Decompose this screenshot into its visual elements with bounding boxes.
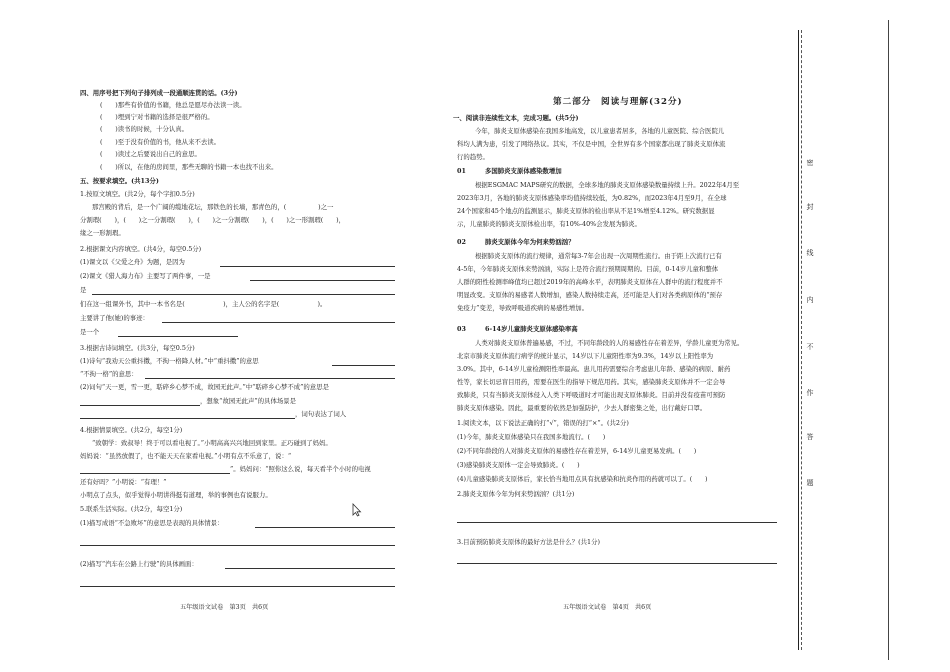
mouse-cursor-icon <box>352 503 362 517</box>
question-line: (2)课文《猎人海力布》主要写了两件事，一是 <box>80 272 211 280</box>
answer-line[interactable] <box>118 336 238 337</box>
answer-line[interactable] <box>457 563 777 564</box>
answer-line[interactable] <box>250 280 395 281</box>
article-line: 人类对肺炎支原体普遍易感，不过，不同年龄段的人的易感性存在着差异，学龄儿童更为常见。 <box>475 339 744 347</box>
question-line: 是一个 <box>80 328 100 336</box>
answer-line[interactable] <box>220 266 395 267</box>
scan-edge <box>888 20 889 660</box>
section-title: 肺炎支原体今年为何来势汹汹？ <box>485 238 575 246</box>
question-line: 是 <box>80 286 87 294</box>
question-line: ”。妈妈问：“照你这么说，每天看半个小时的电视 <box>230 465 371 473</box>
article-line: 免疫力”变差，导致呼吸道疾病的易感性增加。 <box>457 304 589 312</box>
question-line: 2.根据课文内容填空。(共4分，每空0.5分) <box>80 245 202 253</box>
answer-line[interactable] <box>145 378 395 379</box>
right-exam-page <box>453 0 788 672</box>
q5-heading: 五、按要求填空。(共13分) <box>80 177 159 185</box>
question-line: (1)描写成语“不急败坏”的意思是表现的具体情景： <box>80 519 224 527</box>
answer-line[interactable] <box>80 586 395 587</box>
article-line: 根据肺炎支原体的流行规律，通常每3-7年会出现一次周期性流行。由于距上次流行已有 <box>475 252 722 260</box>
sentence-option: ( )至于没有价值的书，他从来不去读。 <box>100 138 221 146</box>
question-line: 2.肺炎支原体今年为何来势汹汹？(共1分) <box>457 490 575 498</box>
question-line: 主要讲了他(她)的事迹： <box>80 314 149 322</box>
article-line: 今年，肺炎支原体感染在我国多地高发，以儿童患者居多，各地的儿童医院、综合医院儿 <box>475 127 725 135</box>
sentence-option: ( )读过之后要说出自己的意思。 <box>100 150 201 158</box>
sentence-option: ( )那些有价值的书籍，他总是愿尽办法读一读。 <box>100 101 246 109</box>
binding-char: 不 <box>806 343 814 351</box>
answer-line[interactable] <box>80 418 295 419</box>
question-line: 1.按原文填空。(共2分，每个字扣0.5分) <box>80 190 195 198</box>
part-two-title: 第二部分 阅读与理解(32分) <box>553 97 683 107</box>
section-number: 01 <box>457 167 466 175</box>
article-line: 24个国家和45个地点的监测显示，肺炎支原体的检出率从不足1%增至4.12%。研究数据显 <box>457 207 715 215</box>
question-line: (2)词句“天一更，雪一更，聒碎乡心梦不成，故园无此声。”中“聒碎乡心梦不成”的意思是 <box>80 383 329 391</box>
article-line: 明显改变。支原体的易感者人数增加，感染人数持续走高，还可能是人们对各类病原体的“预存 <box>457 291 723 299</box>
answer-line[interactable] <box>457 522 777 523</box>
true-false-item[interactable]: (4)儿童感染肺炎支原体后，家长恰当地用点具有抗感染和抗炎作用的药就可以了。( ) <box>457 475 708 483</box>
question-line: ，词句表达了词人 <box>295 410 347 418</box>
article-line: 北京市肺炎支原体流行病学的统计显示，14岁以下儿童阳性率为9.3%，14岁以上阳性率为 <box>457 352 714 360</box>
reading-heading: 一、阅读非连续性文本，完成习题。(共5分) <box>453 114 579 122</box>
sentence-option: ( )读书的时候，十分认真。 <box>100 125 189 133</box>
binding-char: 作 <box>806 389 814 397</box>
question-line: 们在这一组课外书，其中一本书名是( )，主人公的名字是( )。 <box>80 300 327 308</box>
question-line: 妈妈说：“虽然放假了，也不能天天在家看电视。”小明有点不乐意了，说：“ <box>80 452 292 460</box>
section-title: 多国肺炎支原体感染数增加 <box>485 167 562 175</box>
answer-line[interactable] <box>332 365 395 366</box>
answer-line[interactable] <box>80 473 230 474</box>
question-line: “不拘一格”的意思： <box>80 370 138 378</box>
true-false-item[interactable]: (3)感染肺炎支原体一定会导致肺炎。( ) <box>457 461 580 469</box>
true-false-item[interactable]: (1)今年，肺炎支原体感染只在我国多地流行。( ) <box>457 433 606 441</box>
question-line: “致朝学：致叔导！终于可以看电视了。”小明高高兴兴地回到家里。正巧碰到了妈妈。 <box>92 439 332 447</box>
answer-line[interactable] <box>92 294 395 295</box>
q4-heading: 四、用序号把下列句子排列成一段通顺连贯的话。(3分) <box>80 89 238 97</box>
binding-char: 线 <box>806 249 814 257</box>
question-line: 还有好吗？”小明说：“有理！” <box>80 478 167 486</box>
question-line: 缘之一形割瑕。 <box>80 229 125 237</box>
article-line: 3.0%。其中，6-14岁儿童检测阳性率最高。患儿用药需要综合考虑患儿年龄、感染的病原、耐药 <box>457 365 731 373</box>
question-line: (2)描写“汽车在公路上行驶”的具体画面： <box>80 560 198 568</box>
article-line: 根据ESGMAC MAPS研究的数据，全球多地的肺炎支原体感染数量持续上升。2022年4月至 <box>475 181 740 189</box>
question-line: 3.目前预防肺炎支原体的最好方法是什么？(共1分) <box>457 538 600 546</box>
section-number: 02 <box>457 238 466 246</box>
article-line: 致肺炎，只有当肺炎支原体侵入人类下呼吸道时才可能出现支原体肺炎。目前并没有疫苗可预防 <box>457 391 726 399</box>
answer-line[interactable] <box>80 405 200 406</box>
binding-char: 答 <box>806 433 814 441</box>
binding-line <box>798 30 799 650</box>
question-line: 3.根据古诗词填空。(共3分，每空0.5分) <box>80 344 195 352</box>
binding-char: 密 <box>806 159 814 167</box>
answer-line[interactable] <box>255 527 395 528</box>
section-number: 03 <box>457 325 466 333</box>
question-line: 4.根据情景填空。(共2分，每空1分) <box>80 426 183 434</box>
binding-char: 题 <box>806 479 814 487</box>
article-line: 4-5年，今年肺炎支原体来势汹汹，实际上是符合流行预期周期的。目前，0-14岁儿童和整体 <box>457 265 719 273</box>
page-footer: 五年级语文试卷 第3页 共6页 <box>180 604 269 611</box>
question-line: 那宫殿的背后，是一个广阔的缆地花坛，那铁色的长墙，那青色的，( )之一 <box>92 203 334 211</box>
section-title: 6-14岁儿童肺炎支原体感染率高 <box>485 325 578 333</box>
sentence-option: ( )埋到宁对书籍的选择是很严格的。 <box>100 113 214 121</box>
article-line: 人群的阳性检测率峰值均已超过2019年的高峰水平，表明肺炎支原体在人群中的流行程度并不 <box>457 278 723 286</box>
article-line: 示，儿童肺炎的肺炎支原体检出率，有10%-40%会发展为肺炎。 <box>457 220 641 228</box>
true-false-item[interactable]: (2)不同年龄段的人对肺炎支原体的易感性存在着差异，6-14岁儿童更易发病。( ) <box>457 447 697 455</box>
answer-line[interactable] <box>225 568 395 569</box>
binding-dashed-line <box>801 30 802 650</box>
question-line: ，想象“故园无此声”的具体场景是 <box>200 397 297 405</box>
question-line: 分割瑕( )，( )之一分割瑕( )，( )之一分割瑕( )，( )之一形割瑕( )， <box>80 216 345 224</box>
question-line: 小明点了点头，似乎觉得小明讲得挺有道理，举的事例也有说服力。 <box>80 491 272 499</box>
question-line: 1.阅读文本，以下说法正确的打“√”，错误的打“×”。(共2分) <box>457 419 629 427</box>
binding-char: 内 <box>806 296 814 304</box>
page-footer: 五年级语文试卷 第4页 共6页 <box>563 604 652 611</box>
article-line: 2023年3月，各地的肺炎支原体感染率均值持续较低，为0.82%，而2023年4月至9月，在全球 <box>457 194 727 202</box>
binding-margin <box>796 30 826 650</box>
question-line: (1)诗句“我劝天公重抖擞，不拘一格降人材。”中“重抖擞”的意思 <box>80 357 259 365</box>
answer-line[interactable] <box>162 322 395 323</box>
question-line: 5.联系生活实际。(共2分，每空1分) <box>80 505 183 513</box>
article-line: 科均人满为患，引发了网络热议。其实，不仅是中国，全世界有多个国家都出现了肺炎支原体流 <box>457 140 726 148</box>
question-line: (1)课文以《父爱之舟》为题，是因为 <box>80 258 185 266</box>
sentence-option: ( )所以，在他的房间里，那些无聊的书籍一本也找不出来。 <box>100 163 278 171</box>
article-line: 行的趋势。 <box>457 153 489 161</box>
left-exam-page <box>70 0 400 672</box>
article-line: 肺炎支原体感染。因此，最重要的依然是加强防护，少去人群密集之处，出行戴好口罩。 <box>457 404 707 412</box>
answer-line[interactable] <box>80 545 395 546</box>
binding-char: 封 <box>806 203 814 211</box>
article-line: 性等，家长切忌盲目用药，需要在医生的指导下规范用药。其实，感染肺炎支原体并不一定会导 <box>457 378 726 386</box>
